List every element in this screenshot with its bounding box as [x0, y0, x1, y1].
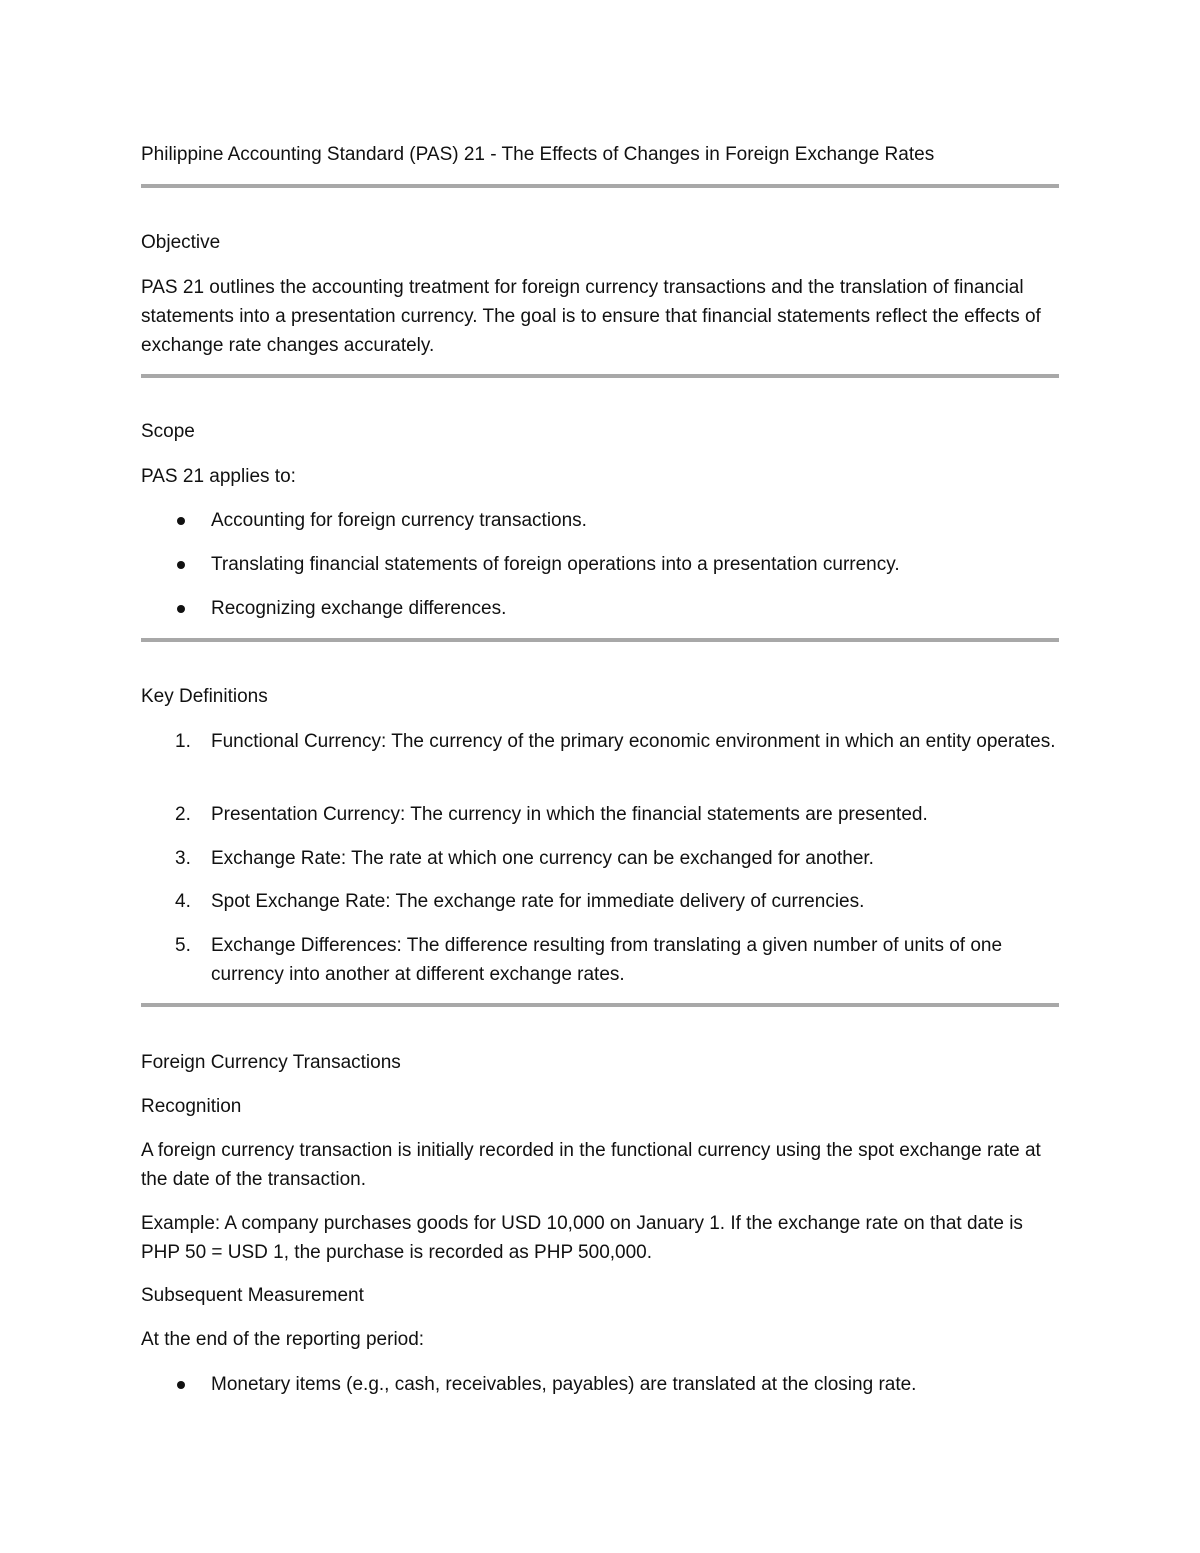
- definition-text: Exchange Rate: The rate at which one currency can be exchanged for another.: [211, 848, 874, 869]
- subsequent-heading: Subsequent Measurement: [141, 1285, 364, 1306]
- definition-text: Presentation Currency: The currency in which the financial statements are presented.: [211, 804, 928, 825]
- list-item: [141, 594, 1059, 623]
- list-number: 1.: [175, 731, 191, 752]
- list-item: [141, 550, 1059, 579]
- list-number: 4.: [175, 891, 191, 912]
- recognition-heading: Recognition: [141, 1096, 242, 1117]
- definition-text: Functional Currency: The currency of the primary economic environment in which an entity operates.: [211, 731, 1056, 752]
- transactions-heading: Foreign Currency Transactions: [141, 1052, 401, 1073]
- definition-text: Exchange Differences: The difference resulting from translating a given number of units of one currency into another at different exchange rates.: [211, 935, 1003, 985]
- bullet-icon: [177, 517, 185, 525]
- definition-item: [141, 844, 1059, 873]
- section-divider: [141, 638, 1059, 642]
- list-number: 5.: [175, 935, 191, 956]
- list-item: [141, 1370, 1059, 1399]
- list-item-text: Translating financial statements of foreign operations into a presentation currency.: [211, 554, 900, 575]
- bullet-icon: [177, 561, 185, 569]
- recognition-body: A foreign currency transaction is initially recorded in the functional currency using the spot exchange rate at the date of the transaction.: [141, 1140, 1041, 1190]
- objective-heading: Objective: [141, 232, 221, 253]
- section-divider: [141, 1003, 1059, 1007]
- list-item: [141, 506, 1059, 535]
- scope-heading: Scope: [141, 421, 195, 442]
- example-paragraph: Example: A company purchases goods for USD 10,000 on January 1. If the exchange rate on that date is PHP 50 = USD 1, the purchase is recorded as PHP 500,000.: [141, 1213, 1023, 1263]
- section-divider: [141, 184, 1059, 188]
- subsequent-intro: At the end of the reporting period:: [141, 1329, 425, 1350]
- list-number: 3.: [175, 848, 191, 869]
- section-divider: [141, 374, 1059, 378]
- bullet-icon: [177, 605, 185, 613]
- scope-intro: PAS 21 applies to:: [141, 466, 296, 487]
- definition-item: [141, 931, 1059, 989]
- list-item-text: Accounting for foreign currency transactions.: [211, 510, 587, 531]
- definition-item: [141, 800, 1059, 829]
- document-title: Philippine Accounting Standard (PAS) 21 - The Effects of Changes in Foreign Exchange Rates: [141, 144, 935, 165]
- objective-body: PAS 21 outlines the accounting treatment for foreign currency transactions and the translation of financial statements into a presentation currency. The goal is to ensure that financial statements reflect the effects of exchange rate changes accurately.: [141, 277, 1041, 356]
- bullet-icon: [177, 1381, 185, 1389]
- list-item-text: Recognizing exchange differences.: [211, 598, 507, 619]
- definition-text: Spot Exchange Rate: The exchange rate for immediate delivery of currencies.: [211, 891, 865, 912]
- list-number: 2.: [175, 804, 191, 825]
- definition-item: [141, 727, 1059, 756]
- definition-item: [141, 887, 1059, 916]
- definitions-heading: Key Definitions: [141, 686, 268, 707]
- list-item-text: Monetary items (e.g., cash, receivables, payables) are translated at the closing rate.: [211, 1374, 917, 1395]
